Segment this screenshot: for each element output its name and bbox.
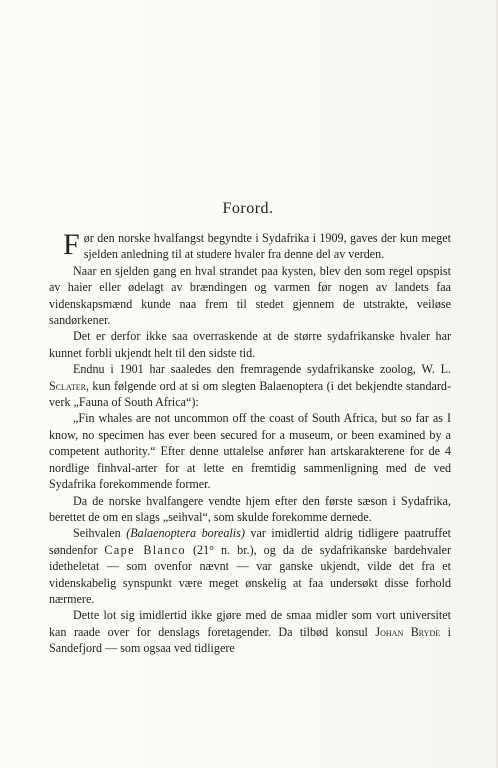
paragraph-1-text: ør den norske hvalfangst begyndte i Sydafrika i 1909, gaves der kun meget sjelden anledning til at studere hvaler fra denne del av verden. [83,231,451,262]
paragraph-7-a: Seihvalen [73,526,127,541]
species-name: (Balaenoptera borealis) [126,526,245,541]
paragraph-2: Naar en sjelden gang en hval strandet paa kysten, blev den som regel opspist av haier eller ødelagt av brændingen og varmen før nogen av landets faa videnskapsmænd kunde naa frem til stedet gjennem de utstrakte, veiløse sandørkener. [49,263,451,328]
place-name: Cape Blanco [104,542,186,557]
paragraph-8-a: Dette lot sig imidlertid ikke gjøre med de smaa midler som vort universitet kan raade over for denslags foretagender. Da tilbød konsul [49,608,451,639]
page-title: Forord. [222,200,274,217]
paragraph-4 [49,361,451,410]
paragraph-1 [49,230,451,263]
paragraph-7-b: var imidlertid aldrig tidligere paatruffet søndenfor [49,526,451,557]
paragraph-7 [49,525,451,607]
paragraph-4-b: , kun følgende ord at si om slegten Balaenoptera (i det bekjendte standard-verk „Fauna of South Africa“): [49,378,451,410]
paragraph-6: Da de norske hvalfangere vendte hjem efter den første sæson i Sydafrika, berettet de om en slags „seihval“, som skulde forekomme dernede. [49,493,451,524]
drop-cap: F [63,228,80,261]
paragraph-8-b: i Sandefjord — som ogsaa ved tidligere [49,624,451,656]
paragraph-3: Det er derfor ikke saa overraskende at de større sydafrikanske hvaler har kunnet forbli ukjendt helt til den sidste tid. [49,329,451,360]
author-name: Sclater [49,378,86,393]
paragraph-5: „Fin whales are not uncommon off the coast of South Africa, but so far as I know, no specimen has ever been secured for a museum, or been examined by a competent authority.“ Efter denne uttalelse anfører han artskarakterene for de 4 nordlige finhval-arter for at lette en fremtidig sammenligning med de ved Sydafrika forekommende former. [49,411,451,492]
paragraph-8 [49,607,451,656]
body-text [49,230,451,657]
paragraph-7-c: (21° n. br.), og da de sydafrikanske bardehvaler idetheletat — som ovenfor nævnt — var ganske ukjendt, vilde det fra et videnskabelig synspunkt være meget ønskelig at faa undersøkt disse forhold nærmere. [49,542,452,606]
paragraph-4-a: Endnu i 1901 har saaledes den fremragende sydafrikanske zoolog, W. L. [73,362,451,377]
person-name: Johan Bryde [375,624,441,639]
